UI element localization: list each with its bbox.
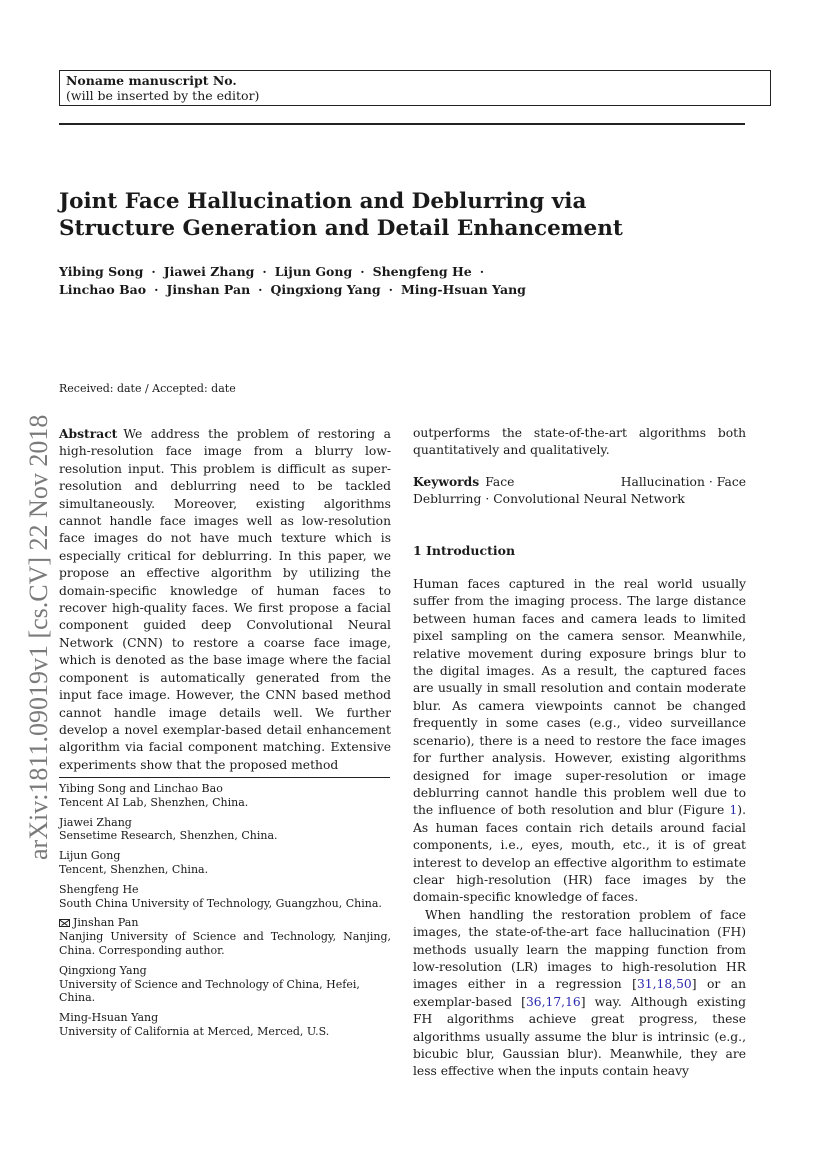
affiliation-names: Ming-Hsuan Yang <box>59 1011 159 1025</box>
citation-link[interactable]: 31,18,50 <box>636 977 692 992</box>
affiliation-entry <box>59 916 391 957</box>
affiliation-names: Jinshan Pan <box>73 916 139 930</box>
affiliation-place: Tencent, Shenzhen, China. <box>59 862 209 876</box>
manuscript-editor-note: (will be inserted by the editor) <box>66 88 260 103</box>
affiliation-place: Sensetime Research, Shenzhen, China. <box>59 829 278 843</box>
abstract <box>59 425 391 774</box>
affiliation-place: Tencent AI Lab, Shenzhen, China. <box>59 795 249 809</box>
intro-text: ] way. Although existing FH algorithms achieve great progress, these algorithms usually assume the blur is intrinsic (e.g., bicubic blur, Gaussian blur). Meanwhile, they are less effective when the inputs contain heavy <box>413 994 746 1079</box>
affiliation-names: Yibing Song and Linchao Bao <box>59 782 223 795</box>
corresponding-author <box>59 916 391 930</box>
author-name: Ming-Hsuan Yang <box>400 282 526 297</box>
section-heading-introduction: 1 Introduction <box>413 542 516 558</box>
manuscript-number: Noname manuscript No. <box>66 73 237 88</box>
keyword-separator: · <box>485 492 490 507</box>
affiliation-place: South China University of Technology, Guangzhou, China. <box>59 896 382 910</box>
keywords-heading: Keywords <box>413 473 480 489</box>
intro-text: ] or an exemplar-based [ <box>413 977 746 1009</box>
author-row-2 <box>59 281 759 299</box>
intro-text: ). As human faces contain rich details around facial components, i.e., eyes, mouth, etc., it is of great interest to develop an effective algorithm to estimate clear high-resolution (HR) face images by the domain-specific knowledge of faces. <box>413 803 746 905</box>
author-separator: · <box>479 264 485 279</box>
author-name: Yibing Song <box>59 264 144 279</box>
author-name: Jinshan Pan <box>166 282 251 297</box>
affiliation-entry <box>59 883 391 911</box>
keywords <box>413 473 746 509</box>
affiliation-names: Qingxiong Yang <box>59 963 147 977</box>
abstract-heading: Abstract <box>59 426 118 441</box>
arxiv-stamp: arXiv:1811.09019v1 [cs.CV] 22 Nov 2018 <box>24 414 53 860</box>
author-separator: · <box>388 282 393 297</box>
author-separator: · <box>154 282 159 297</box>
affiliations <box>59 782 391 1045</box>
manuscript-info-box <box>59 70 771 106</box>
author-name: Qingxiong Yang <box>270 282 381 297</box>
affiliation-place: University of Science and Technology of China, Hefei, China. <box>59 977 360 1005</box>
intro-text: Human faces captured in the real world usually suffer from the imaging process. The large distance between human faces and camera leads to limited pixel sampling on the camera sensor. Meanwhile, relative movement during exposure brings blur to the digital images. As a result, the captured faces are usually in small resolution and contain moderate blur. As camera viewpoints cannot be changed frequently in some cases (e.g., video surveillance scenario), there is a need to restore the face images for further analysis. However, existing algorithms designed for image super-resolution or image deblurring cannot handle this problem well due to the influence of both resolution and blur (Figure <box>413 577 746 818</box>
affiliation-place: University of California at Merced, Merced, U.S. <box>59 1024 330 1038</box>
affiliation-names: Lijun Gong <box>59 849 121 863</box>
affiliation-names: Shengfeng He <box>59 882 139 896</box>
affiliation-entry <box>59 964 391 1005</box>
keyword-separator: · <box>708 474 713 489</box>
author-row-1 <box>59 263 759 281</box>
author-separator: · <box>151 264 156 279</box>
keyword: Convolutional Neural Network <box>493 492 685 507</box>
title-line-1: Joint Face Hallucination and Deblurring via <box>59 189 587 214</box>
paper-title <box>59 188 749 242</box>
author-name: Jiawei Zhang <box>163 264 255 279</box>
intro-paragraph-1 <box>413 576 746 907</box>
abstract-text: We address the problem of restoring a high-resolution face image from a blurry low-resolution input. This problem is difficult as super-resolution and deblurring need to be tackled simultaneously. Moreover, existing algorithms cannot handle face images well as low-resolution face images do not have much texture which is especially critical for deblurring. In this paper, we propose an effective algorithm by utilizing the domain-specific knowledge of human faces to recover high-quality faces. We first propose a facial component guided deep Convolutional Neural Network (CNN) to restore a coarse face image, which is denoted as the base image where the facial component is automatically generated from the input face image. However, the CNN based method cannot handle image details well. We further develop a novel exemplar-based detail enhancement algorithm via facial component matching. Extensive experiments show that the proposed method <box>59 427 391 772</box>
right-column <box>413 425 746 1081</box>
affiliation-entry <box>59 849 391 877</box>
intro-text: When handling the restoration problem of face images, the state-of-the-art face hallucination (FH) methods usually learn the mapping function from low-resolution (LR) images to high-resolution HR images either in a regression [ <box>413 907 746 992</box>
envelope-icon <box>59 919 70 927</box>
intro-paragraph-2 <box>413 907 746 1081</box>
author-name: Linchao Bao <box>59 282 147 297</box>
affiliation-place: Nanjing University of Science and Technology, Nanjing, China. Corresponding author. <box>59 930 391 957</box>
affiliation-entry <box>59 782 391 810</box>
received-date: Received: date / Accepted: date <box>59 382 236 395</box>
figure-link[interactable]: 1 <box>729 803 738 818</box>
citation-link[interactable]: 36,17,16 <box>525 994 581 1009</box>
affiliation-entry <box>59 1011 391 1039</box>
affiliation-entry <box>59 816 391 844</box>
title-line-2: Structure Generation and Detail Enhancement <box>59 216 623 241</box>
keyword: Face Hallucination <box>485 474 705 489</box>
left-column <box>59 425 391 774</box>
author-separator: · <box>360 264 365 279</box>
affiliation-names: Jiawei Zhang <box>59 815 132 829</box>
author-separator: · <box>258 282 263 297</box>
abstract-continuation: outperforms the state-of-the-art algorithms both quantitatively and qualitatively. <box>413 426 746 458</box>
header-rule <box>59 123 745 125</box>
footnote-rule <box>59 777 390 778</box>
author-separator: · <box>262 264 267 279</box>
author-name: Lijun Gong <box>274 264 353 279</box>
keyword: Face Deblurring <box>413 474 746 507</box>
author-name: Shengfeng He <box>372 264 472 279</box>
author-list <box>59 263 759 299</box>
